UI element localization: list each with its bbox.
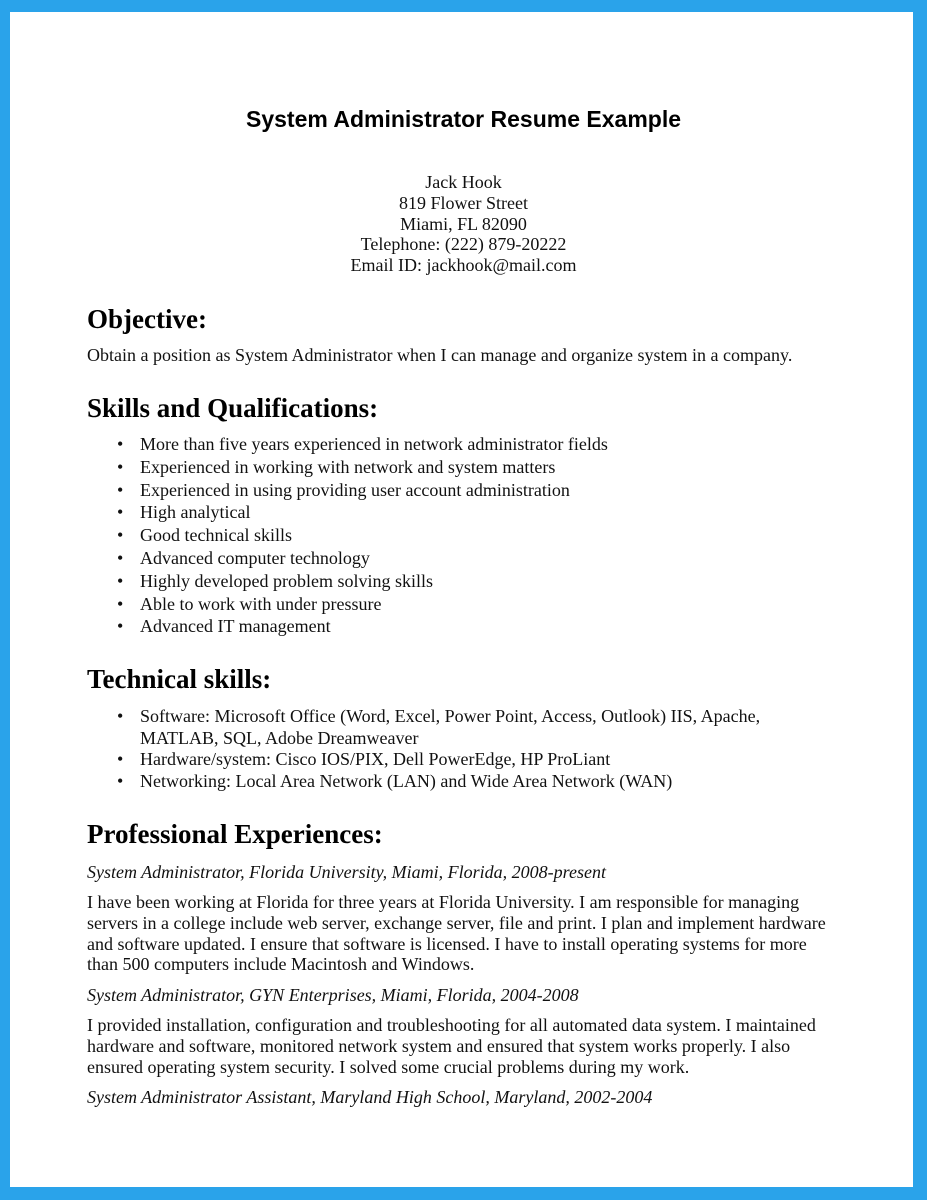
list-item: • Networking: Local Area Network (LAN) and Wide Area Network (WAN) [87, 771, 787, 793]
list-item: • Advanced IT management [87, 615, 608, 638]
job-description-2: I provided installation, configuration and troubleshooting for all automated data system. I maintained hardware and software, monitored network system and ensured that system works properly. I also ensured operating system security. I solved some crucial problems during my work. [87, 1015, 816, 1077]
list-item: • Experienced in working with network and system matters [87, 456, 608, 479]
objective-text: Obtain a position as System Administrator when I can manage and organize system in a company. [87, 345, 793, 365]
list-item: • More than five years experienced in network administrator fields [87, 433, 608, 456]
list-item: • Experienced in using providing user account administration [87, 479, 608, 502]
objective-heading: Objective: [87, 304, 207, 334]
document-title: System Administrator Resume Example [245, 106, 682, 132]
job-role-1: System Administrator, Florida University, Miami, Florida, 2008-present [87, 862, 606, 882]
contact-email: Email ID: jackhook@mail.com [350, 255, 577, 276]
job-description-1: I have been working at Florida for three years at Florida University. I am responsible for managing servers in a college include web server, exchange server, file and print. I plan and implement hardware and software updated. I ensure that software is licensed. I have to install operating systems for more than 500 computers include Macintosh and Windows. [87, 892, 826, 975]
list-item: • Able to work with under pressure [87, 593, 608, 616]
list-item: • High analytical [87, 501, 608, 524]
contact-city: Miami, FL 82090 [400, 213, 527, 234]
contact-phone: Telephone: (222) 879-20222 [360, 234, 567, 255]
technical-heading: Technical skills: [87, 664, 272, 694]
experience-heading: Professional Experiences: [87, 819, 383, 849]
contact-name: Jack Hook [425, 172, 502, 192]
list-item: • Hardware/system: Cisco IOS/PIX, Dell PowerEdge, HP ProLiant [87, 749, 787, 771]
list-item: • Good technical skills [87, 524, 608, 547]
list-item: • Highly developed problem solving skills [87, 570, 608, 593]
contact-street: 819 Flower Street [399, 192, 528, 213]
job-role-3: System Administrator Assistant, Maryland High School, Maryland, 2002-2004 [87, 1087, 653, 1107]
skills-list [87, 433, 608, 638]
list-item: • Advanced computer technology [87, 547, 608, 570]
technical-list [87, 706, 787, 792]
list-item: • Software: Microsoft Office (Word, Excel, Power Point, Access, Outlook) IIS, Apache, MATLAB, SQL, Adobe Dreamweaver [87, 706, 787, 749]
job-role-2: System Administrator, GYN Enterprises, Miami, Florida, 2004-2008 [87, 985, 579, 1005]
contact-block [0, 172, 927, 276]
skills-heading: Skills and Qualifications: [87, 393, 379, 423]
